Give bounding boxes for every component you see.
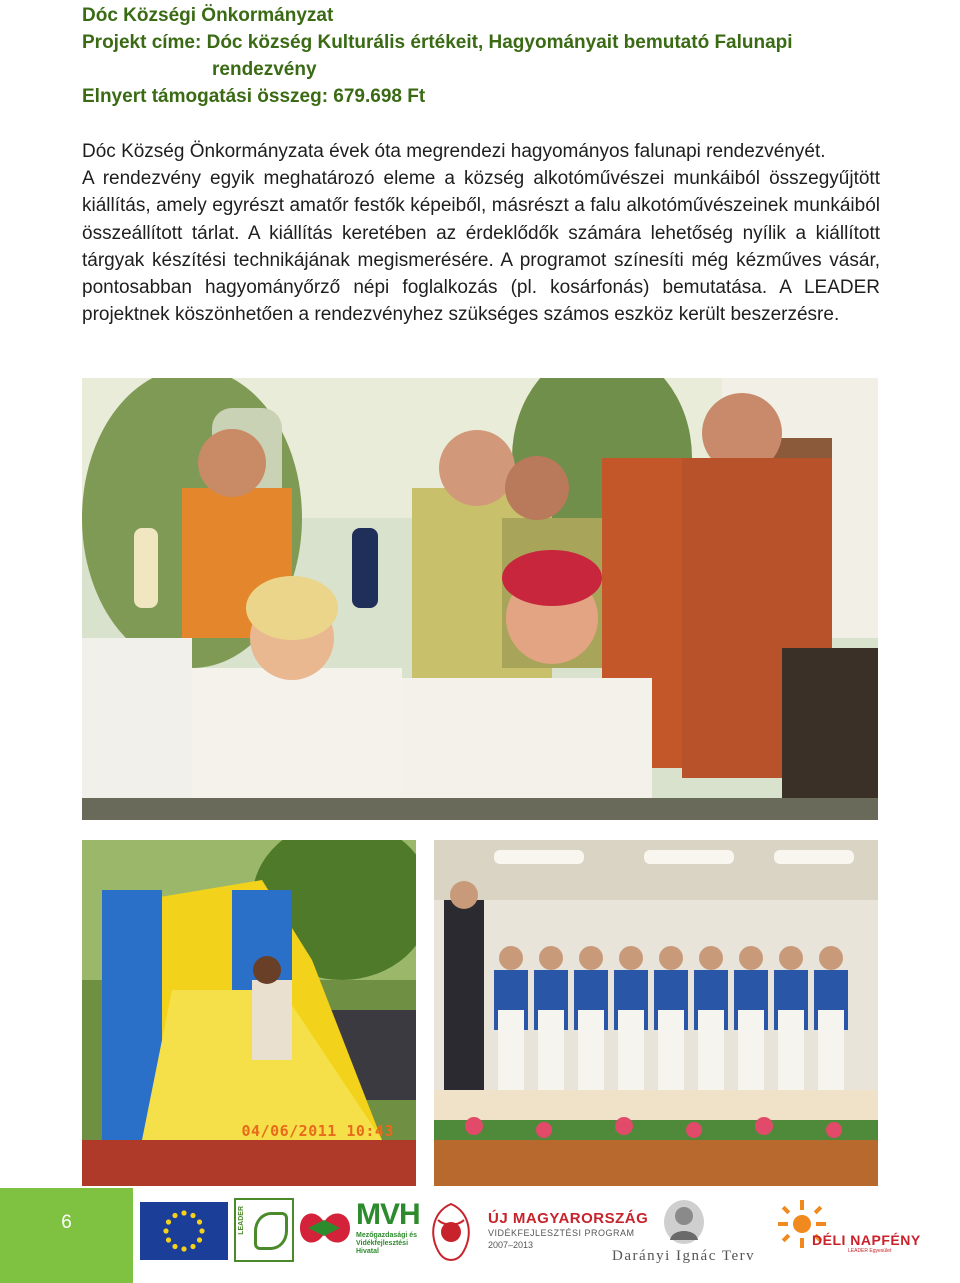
body-text <box>82 138 880 328</box>
main-paragraph: A rendezvény egyik meghatározó eleme a község alkotóművészei munkáiból összegyűjtött kiállítás, amely egyrészt amatőr festők képeiből, másrészt a falu alkotóművészeinek munkáiból összeállított tárlat. A kiállítás keretében az érdeklődők számára lehetőség nyílik a kiállított tárgyak készítési technikájának megismerésére. A programot színesíti még kézműves vásár, pontosabban hagyományőrző népi foglalkozás (pl. kosárfonás) bemutatása. A LEADER projektnek köszönhetően a rendezvényhez szükséges számos eszköz került beszerzésre. <box>82 168 880 326</box>
mvh-subtitle: Mezőgazdasági és Vidékfejlesztési Hivatal <box>356 1232 418 1255</box>
page-number-box <box>0 1188 133 1283</box>
photo-timestamp: 04/06/2011 10:43 <box>241 1122 394 1140</box>
choir-photo <box>434 840 878 1186</box>
choir-image <box>434 840 878 1186</box>
project-title-continued: rendezvény <box>212 59 317 80</box>
eu-flag-logo <box>140 1202 228 1260</box>
footer <box>0 1188 960 1283</box>
uj-magyarorszag-years: 2007–2013 <box>488 1240 534 1250</box>
intro-paragraph: Dóc Község Önkormányzata évek óta megrendezi hagyományos falunapi rendezvényét. <box>82 141 826 162</box>
document-header <box>82 2 882 110</box>
uj-magyarorszag-emblem-icon <box>420 1196 482 1268</box>
uj-magyarorszag-subtitle: VIDÉKFEJLESZTÉSI PROGRAM <box>488 1228 635 1238</box>
eu-stars-icon <box>140 1202 228 1260</box>
bouncy-slide-photo <box>82 840 416 1186</box>
uj-magyarorszag-title: ÚJ MAGYARORSZÁG <box>488 1210 649 1227</box>
daranyi-portrait-icon <box>658 1198 710 1246</box>
page-number: 6 <box>61 1212 72 1233</box>
organization-name: Dóc Községi Önkormányzat <box>82 5 334 26</box>
festival-photo <box>82 378 878 820</box>
grant-amount: Elnyert támogatási összeg: 679.698 Ft <box>82 86 426 107</box>
leader-vertical-text: LEADER <box>238 1206 245 1235</box>
project-title: Projekt címe: Dóc község Kulturális értékeit, Hagyományait bemutató Falunapi <box>82 32 793 53</box>
leader-logo <box>234 1198 294 1262</box>
festival-photo-image <box>82 378 878 820</box>
daranyi-terv-text: Darányi Ignác Terv <box>612 1248 756 1264</box>
deli-napfeny-subtitle: LEADER Egyesület <box>848 1248 892 1254</box>
mvh-emblem-icon <box>296 1202 354 1254</box>
leader-leaf-icon <box>254 1212 288 1250</box>
deli-napfeny-title: DÉLI NAPFÉNY <box>812 1232 921 1248</box>
mvh-title: MVH <box>356 1198 420 1231</box>
